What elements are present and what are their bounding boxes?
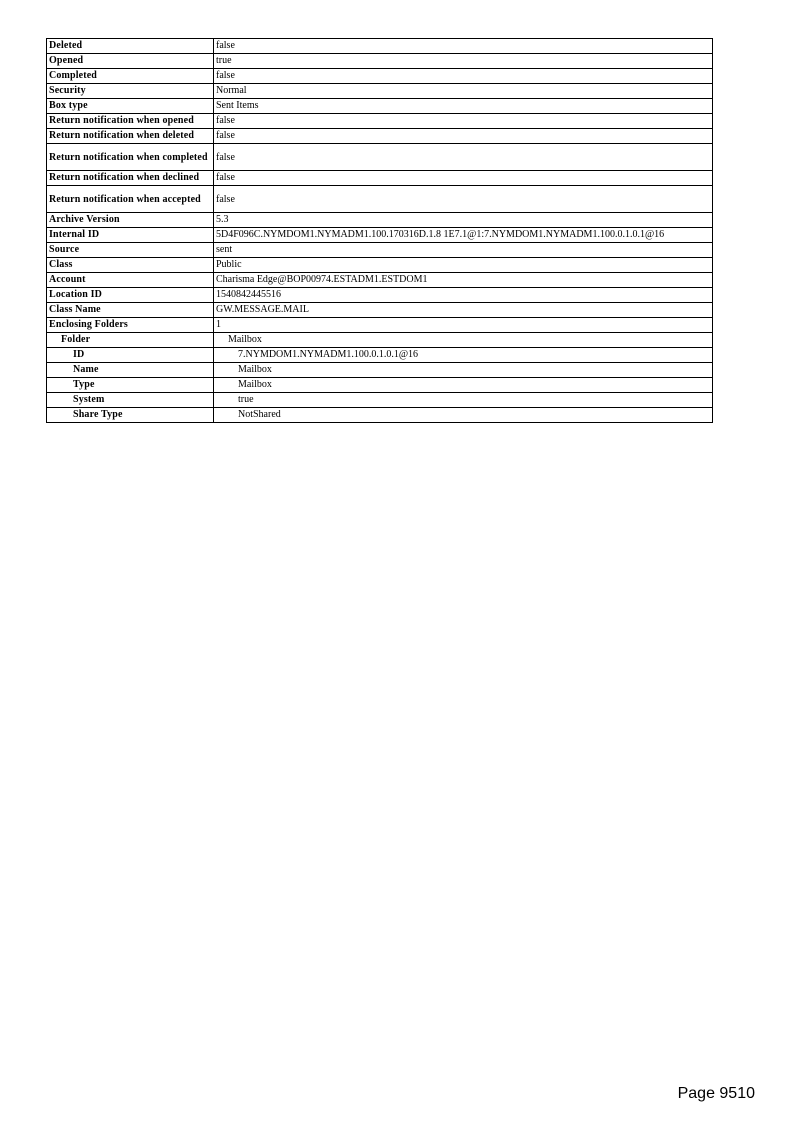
- property-name: Box type: [47, 99, 214, 114]
- property-name: Return notification when declined: [47, 171, 214, 186]
- property-name: Deleted: [47, 39, 214, 54]
- folder-field-name: System: [47, 393, 214, 408]
- folder-field-row: [47, 348, 713, 363]
- property-name: Opened: [47, 54, 214, 69]
- property-value: false: [214, 39, 713, 54]
- property-name: Return notification when deleted: [47, 129, 214, 144]
- table-row: [47, 54, 713, 69]
- folder-row: [47, 333, 713, 348]
- folder-field-value: Mailbox: [214, 378, 713, 393]
- table-row: [47, 144, 713, 171]
- property-value: 5.3: [214, 213, 713, 228]
- property-name: Class Name: [47, 303, 214, 318]
- property-value: 1540842445516: [214, 288, 713, 303]
- folder-field-row: [47, 378, 713, 393]
- table-row: [47, 171, 713, 186]
- property-name: Return notification when completed: [47, 144, 214, 171]
- table-row: [47, 303, 713, 318]
- folder-field-name: Share Type: [47, 408, 214, 423]
- property-value: Public: [214, 258, 713, 273]
- property-name: Internal ID: [47, 228, 214, 243]
- table-row: [47, 186, 713, 213]
- property-name: Return notification when opened: [47, 114, 214, 129]
- property-value: false: [214, 129, 713, 144]
- table-row: [47, 273, 713, 288]
- folder-field-value: NotShared: [214, 408, 713, 423]
- table-row: [47, 39, 713, 54]
- page-number: Page 9510: [677, 1085, 755, 1102]
- property-name: Location ID: [47, 288, 214, 303]
- property-value: Charisma Edge@BOP00974.ESTADM1.ESTDOM1: [214, 273, 713, 288]
- property-name: Return notification when accepted: [47, 186, 214, 213]
- folder-field-name: ID: [47, 348, 214, 363]
- folder-field-row: [47, 393, 713, 408]
- property-value: 1: [214, 318, 713, 333]
- property-name: Class: [47, 258, 214, 273]
- table-row: [47, 243, 713, 258]
- table-row: [47, 84, 713, 99]
- table-row: [47, 213, 713, 228]
- property-value: Sent Items: [214, 99, 713, 114]
- table-row: [47, 99, 713, 114]
- folder-field-row: [47, 363, 713, 378]
- table-row: [47, 129, 713, 144]
- property-value: false: [214, 114, 713, 129]
- property-name: Source: [47, 243, 214, 258]
- property-name: Security: [47, 84, 214, 99]
- folder-field-row: [47, 408, 713, 423]
- property-value: sent: [214, 243, 713, 258]
- folder-label: Folder: [47, 333, 214, 348]
- folder-field-name: Name: [47, 363, 214, 378]
- folder-field-value: true: [214, 393, 713, 408]
- property-value: false: [214, 171, 713, 186]
- property-name: Archive Version: [47, 213, 214, 228]
- table-row: [47, 258, 713, 273]
- folder-field-name: Type: [47, 378, 214, 393]
- folder-value: Mailbox: [214, 333, 713, 348]
- property-value: false: [214, 186, 713, 213]
- table-row: [47, 69, 713, 84]
- message-properties-table: [46, 38, 713, 423]
- table-row: [47, 228, 713, 243]
- property-value: 5D4F096C.NYMDOM1.NYMADM1.100.170316D.1.8 1E7.1@1:7.NYMDOM1.NYMADM1.100.0.1.0.1@16: [214, 228, 713, 243]
- property-value: false: [214, 69, 713, 84]
- property-name: Completed: [47, 69, 214, 84]
- table-row: [47, 318, 713, 333]
- folder-field-value: 7.NYMDOM1.NYMADM1.100.0.1.0.1@16: [214, 348, 713, 363]
- property-name: Account: [47, 273, 214, 288]
- table-row: [47, 114, 713, 129]
- property-value: true: [214, 54, 713, 69]
- property-name: Enclosing Folders: [47, 318, 214, 333]
- property-value: false: [214, 144, 713, 171]
- folder-field-value: Mailbox: [214, 363, 713, 378]
- table-row: [47, 288, 713, 303]
- property-value: Normal: [214, 84, 713, 99]
- property-value: GW.MESSAGE.MAIL: [214, 303, 713, 318]
